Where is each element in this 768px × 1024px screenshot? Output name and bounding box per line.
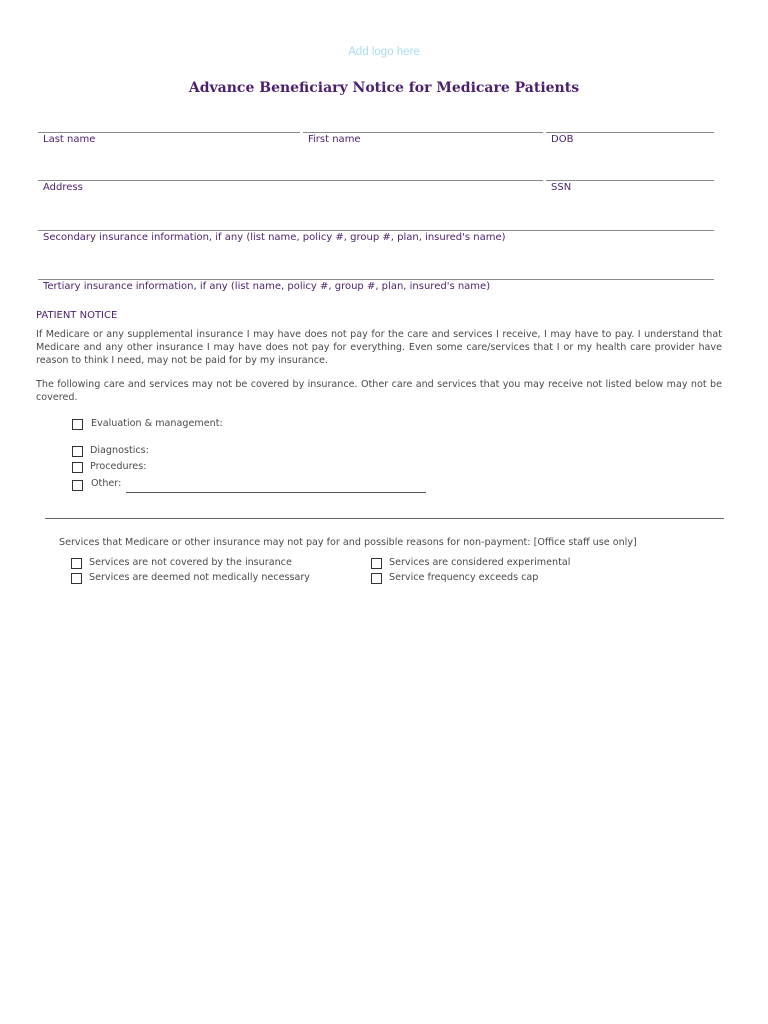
experimental-label: Services are considered experimental: [389, 557, 571, 568]
coverage-paragraph: The following care and services may not be covered by insurance. Other care and services that you may receive not listed below may not be covered.: [36, 379, 722, 403]
procedures-checkbox[interactable]: [72, 462, 83, 473]
first-name-line: [303, 132, 543, 133]
evaluation-checkbox[interactable]: [72, 419, 83, 430]
tertiary-insurance-line: [38, 279, 714, 280]
tertiary-insurance-field[interactable]: Tertiary insurance information, if any (list name, policy #, group #, plan, insured's name): [43, 281, 491, 292]
ssn-line: [546, 180, 714, 181]
office-use-intro: Services that Medicare or other insurance may not pay for and possible reasons for non-payment: [Office staff use only]: [59, 537, 637, 548]
other-checkbox[interactable]: [72, 480, 83, 491]
not-necessary-checkbox[interactable]: [71, 573, 82, 584]
not-necessary-label: Services are deemed not medically necessary: [89, 572, 310, 583]
frequency-checkbox[interactable]: [371, 573, 382, 584]
patient-notice-paragraph: If Medicare or any supplemental insurance I may have does not pay for the care and services I receive, I may have to pay. I understand that Medicare and any other insurance I may have does not pay for everything. Even some care/services that I or my health care provider have reason to think I need, may not be paid for by my insurance.: [36, 329, 722, 366]
other-input-line[interactable]: [126, 492, 426, 493]
evaluation-label: Evaluation & management:: [91, 418, 223, 429]
diagnostics-checkbox[interactable]: [72, 446, 83, 457]
other-label: Other:: [91, 478, 122, 489]
last-name-line: [38, 132, 300, 133]
dob-field[interactable]: DOB: [551, 134, 574, 145]
experimental-checkbox[interactable]: [371, 558, 382, 569]
address-line: [38, 180, 543, 181]
not-covered-label: Services are not covered by the insurance: [89, 557, 292, 568]
frequency-label: Service frequency exceeds cap: [389, 572, 539, 583]
page-title: Advance Beneficiary Notice for Medicare Patients: [188, 80, 580, 96]
last-name-field[interactable]: Last name: [43, 134, 96, 145]
dob-line: [546, 132, 714, 133]
section-divider: [45, 518, 724, 519]
procedures-label: Procedures:: [90, 461, 147, 472]
not-covered-checkbox[interactable]: [71, 558, 82, 569]
address-field[interactable]: Address: [43, 182, 83, 193]
patient-notice-heading: PATIENT NOTICE: [36, 310, 118, 321]
first-name-field[interactable]: First name: [308, 134, 361, 145]
ssn-field[interactable]: SSN: [551, 182, 572, 193]
secondary-insurance-field[interactable]: Secondary insurance information, if any (list name, policy #, group #, plan, insured's name): [43, 232, 506, 243]
logo-placeholder[interactable]: Add logo here: [348, 46, 420, 58]
diagnostics-label: Diagnostics:: [90, 445, 149, 456]
secondary-insurance-line: [38, 230, 714, 231]
